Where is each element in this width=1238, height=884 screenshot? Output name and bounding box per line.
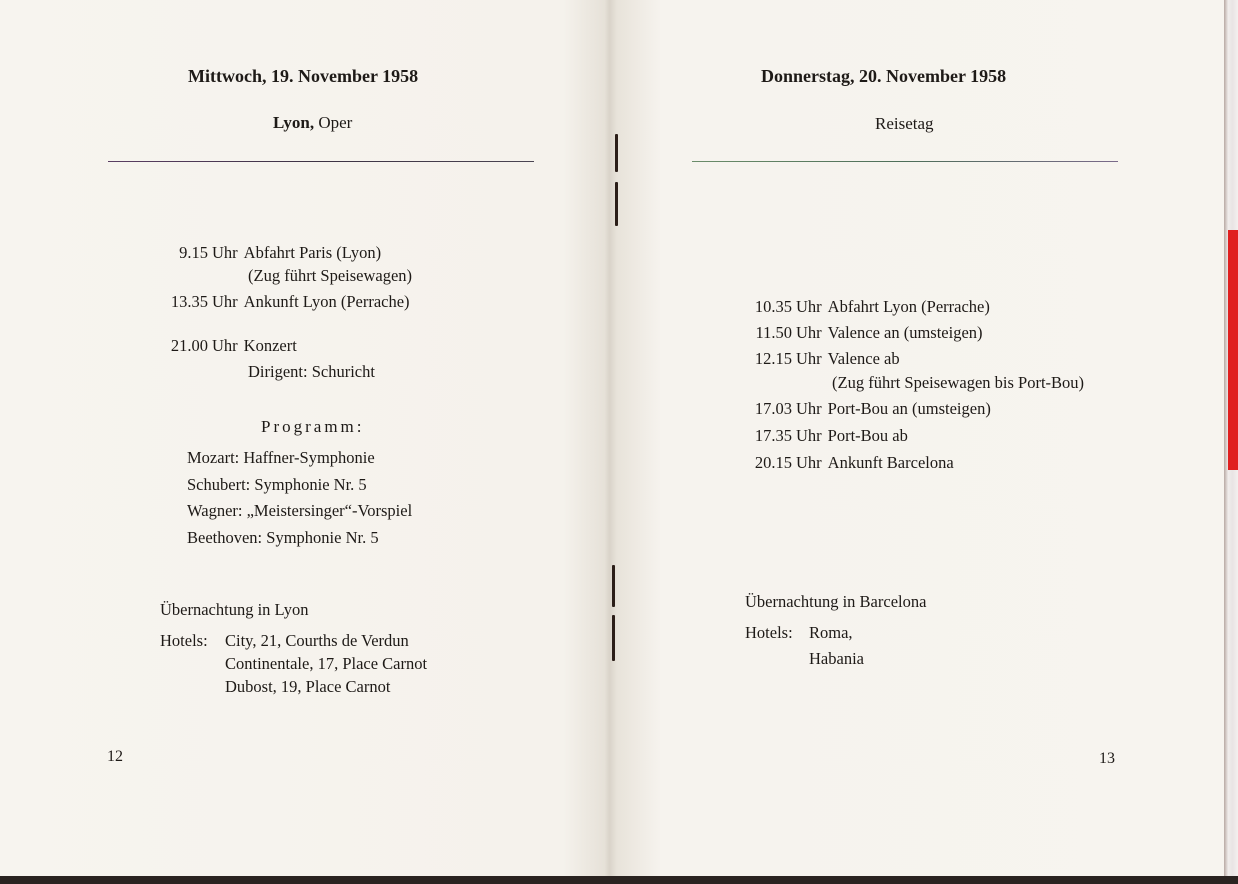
schedule-unit: Uhr (212, 292, 238, 311)
program-heading: Programm: (261, 417, 365, 436)
schedule-row (160, 336, 297, 356)
schedule-time: 17.03 (754, 399, 792, 418)
left-page (0, 0, 612, 878)
left-place-venue: Oper (318, 113, 353, 132)
hotels-label: Hotels: (745, 623, 793, 642)
schedule-row (160, 243, 381, 263)
left-page-place (273, 113, 352, 133)
program-item (187, 528, 379, 548)
schedule-row (744, 349, 900, 369)
schedule-text: Valence an (umsteigen) (827, 323, 983, 342)
program-item (187, 475, 367, 495)
schedule-unit: Uhr (212, 243, 238, 262)
hotel-entry: City, 21, Courths de Verdun (225, 631, 409, 650)
schedule-text: Abfahrt Paris (Lyon) (243, 243, 382, 262)
hotel-entry: Habania (809, 649, 864, 668)
hotels-label: Hotels: (160, 631, 208, 650)
left-place-city: Lyon, (273, 113, 315, 132)
conductor-note: Dirigent: Schuricht (248, 362, 375, 381)
schedule-unit: Uhr (796, 323, 822, 342)
schedule-unit: Uhr (796, 297, 822, 316)
schedule-row (160, 292, 410, 312)
bottom-edge (0, 876, 1238, 884)
schedule-note: (Zug führt Speisewagen bis Port-Bou) (832, 373, 1085, 392)
page-number-right: 13 (1099, 750, 1115, 767)
schedule-text: Port-Bou an (umsteigen) (827, 399, 991, 418)
overnight-label: Übernachtung in Barcelona (745, 592, 927, 611)
program-work: Symphonie Nr. 5 (266, 528, 379, 547)
schedule-text: Abfahrt Lyon (Perrache) (827, 297, 990, 316)
schedule-unit: Uhr (796, 349, 822, 368)
program-item (187, 448, 375, 468)
schedule-text: Valence ab (827, 349, 900, 368)
program-work: „Meistersinger“-Vorspiel (246, 501, 413, 520)
right-header-rule (692, 161, 1118, 162)
hotel-entry: Roma, (809, 623, 853, 642)
schedule-row (744, 297, 990, 317)
schedule-time: 11.50 (755, 323, 792, 342)
schedule-row (744, 323, 983, 343)
hotel-entry: Continentale, 17, Place Carnot (225, 654, 428, 673)
booklet-edge (1224, 0, 1238, 884)
right-page-place: Reisetag (875, 114, 934, 133)
right-page-date: Donnerstag, 20. November 1958 (761, 66, 1007, 86)
schedule-time: 13.35 (170, 292, 208, 311)
schedule-time: 21.00 (170, 336, 208, 355)
schedule-row (744, 453, 954, 473)
red-edge-marker (1228, 230, 1238, 470)
schedule-text: Konzert (243, 336, 297, 355)
program-composer: Beethoven: (187, 528, 263, 547)
schedule-unit: Uhr (796, 399, 822, 418)
schedule-text: Port-Bou ab (827, 426, 908, 445)
program-item (187, 501, 412, 521)
right-page (612, 0, 1224, 878)
schedule-time: 17.35 (754, 426, 792, 445)
schedule-row (744, 399, 991, 419)
schedule-unit: Uhr (212, 336, 238, 355)
program-composer: Schubert: (187, 475, 251, 494)
left-header-rule (108, 161, 534, 162)
schedule-text: Ankunft Barcelona (827, 453, 954, 472)
schedule-time: 12.15 (754, 349, 792, 368)
left-page-date: Mittwoch, 19. November 1958 (188, 66, 419, 86)
schedule-unit: Uhr (796, 426, 822, 445)
schedule-row (744, 426, 908, 446)
program-composer: Wagner: (187, 501, 243, 520)
page-number-left: 12 (107, 748, 123, 765)
schedule-unit: Uhr (796, 453, 822, 472)
overnight-label: Übernachtung in Lyon (160, 600, 309, 619)
schedule-time: 10.35 (754, 297, 792, 316)
program-composer: Mozart: (187, 448, 240, 467)
program-work: Symphonie Nr. 5 (254, 475, 367, 494)
program-work: Haffner-Symphonie (243, 448, 375, 467)
hotel-entry: Dubost, 19, Place Carnot (225, 677, 391, 696)
schedule-note: (Zug führt Speisewagen) (248, 266, 413, 285)
schedule-text: Ankunft Lyon (Perrache) (243, 292, 410, 311)
schedule-time: 20.15 (754, 453, 792, 472)
schedule-time: 9.15 (179, 243, 208, 262)
